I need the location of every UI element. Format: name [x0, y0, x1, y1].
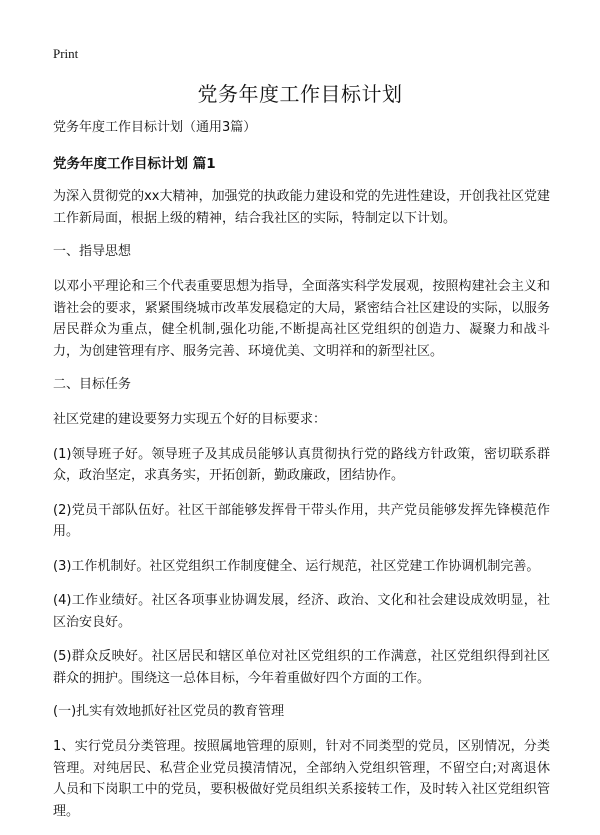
section-heading: (一)扎实有效地抓好社区党员的教育管理 — [53, 704, 285, 719]
paragraph: (3)工作机制好。社区党组织工作制度健全、运行规范，社区党建工作协调机制完善。 — [53, 558, 540, 574]
section-title: 党务年度工作目标计划 篇1 — [53, 156, 216, 172]
paragraph: 为深入贯彻党的xx大精神，加强党的执政能力建设和党的先进性建设，开创我社区党建工作新局面，根据上级的精神，结合我社区的实际，特制定以下计划。 — [53, 189, 550, 226]
paragraph: 1、实行党员分类管理。按照属地管理的原则，针对不同类型的党员，区别情况，分类管理。对纯居民、私营企业党员摸清情况，全部纳入党组织管理，不留空白;对离退休人员和下岗职工中的党员，要积极做好党员组织关系接转工作，及时转入社区党组织管理。 — [53, 739, 550, 819]
document-title: 党务年度工作目标计划 — [197, 82, 403, 106]
paragraph: (1)领导班子好。领导班子及其成员能够认真贯彻执行党的路线方针政策，密切联系群众，政治坚定，求真务实，开拓创新，勤政廉政，团结协作。 — [53, 446, 550, 483]
paragraph: (4)工作业绩好。社区各项事业协调发展，经济、政治、文化和社会建设成效明显，社区治安良好。 — [53, 593, 550, 630]
section-heading: 一、指导思想 — [53, 244, 132, 259]
paragraph: 社区党建的建设要努力实现五个好的目标要求： — [53, 412, 327, 427]
paragraph: (2)党员干部队伍好。社区干部能够发挥骨干带头作用，共产党员能够发挥先锋模范作用。 — [53, 502, 550, 539]
paragraph: (5)群众反映好。社区居民和辖区单位对社区党组织的工作满意，社区党组织得到社区群众的拥护。围绕这一总体目标，今年着重做好四个方面的工作。 — [53, 649, 550, 686]
document-subtitle: 党务年度工作目标计划（通用3篇） — [53, 120, 257, 135]
paragraph: 以邓小平理论和三个代表重要思想为指导，全面落实科学发展观，按照构建社会主义和谐社会的要求，紧紧围绕城市改革发展稳定的大局，紧密结合社区建设的实际，以服务居民群众为重点，健全机制,强化功能,不断提高社区党组织的创造力、凝聚力和战斗力，为创建管理有序、服务完善、环境优美、文明祥和的新型社区。 — [53, 279, 550, 359]
print-link[interactable]: Print — [53, 46, 79, 61]
document-blocks — [53, 186, 550, 822]
document-body — [53, 118, 550, 835]
section-heading: 二、目标任务 — [53, 377, 132, 392]
